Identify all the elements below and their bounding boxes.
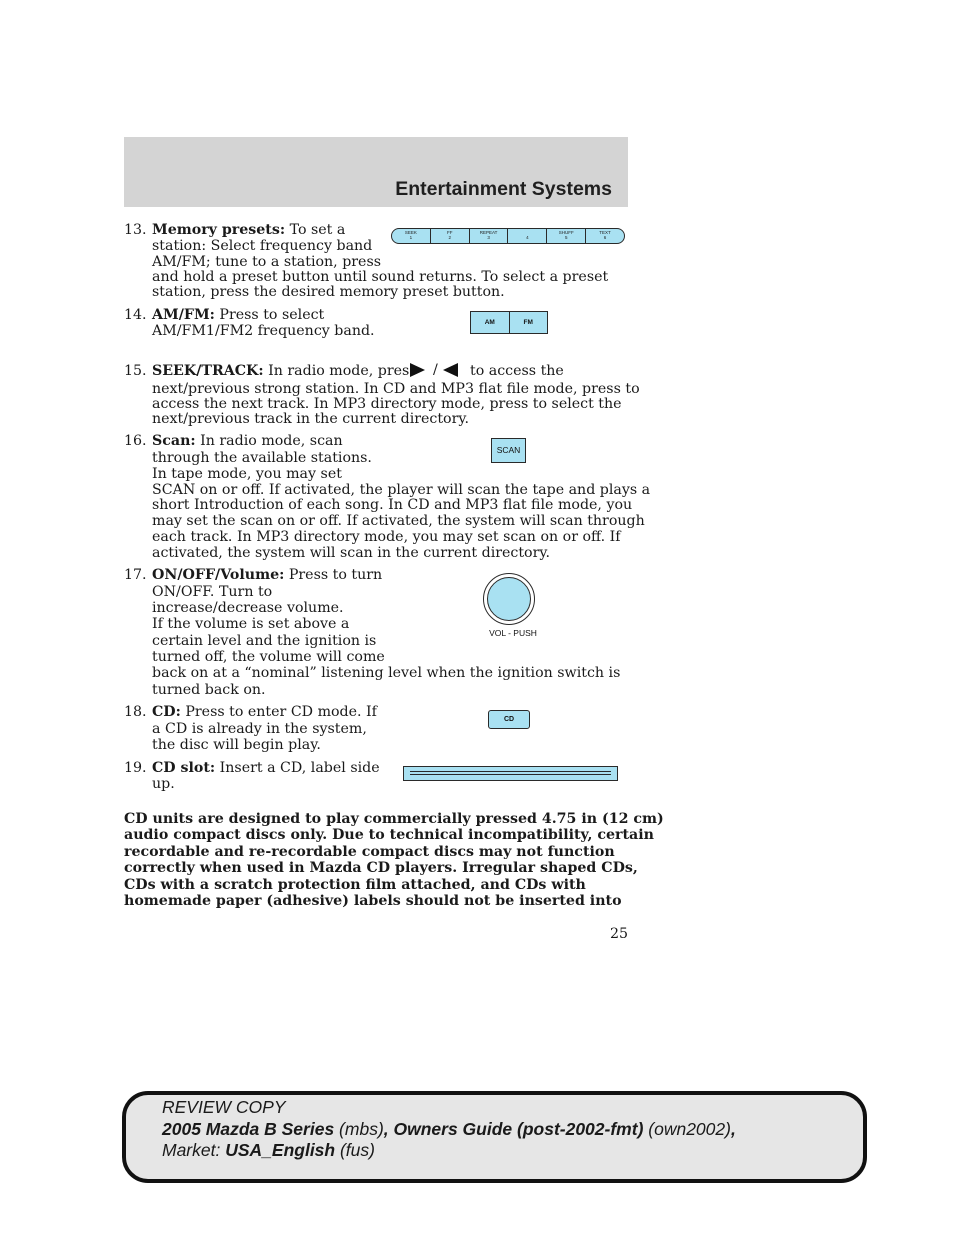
item-number: 17. <box>124 567 147 583</box>
item-label: SEEK/TRACK: <box>152 363 264 379</box>
footer-review: REVIEW COPY <box>162 1097 286 1117</box>
footer-separator: , <box>730 1119 736 1139</box>
section-title: Entertainment Systems <box>395 178 612 200</box>
volume-knob-label: VOL - PUSH <box>489 628 537 638</box>
preset-buttons-illustration <box>391 228 625 244</box>
item-text: may set the scan on or off. If activated, the system will scan through <box>152 513 645 529</box>
item-cd <box>124 704 629 756</box>
footer-guide: Owners Guide (post-2002-fmt) <box>393 1119 644 1139</box>
warning-line: homemade paper (adhesive) labels should not be inserted into <box>124 893 622 910</box>
footer-guide-code: (own2002) <box>643 1119 731 1139</box>
footer-model: 2005 Mazda B Series <box>162 1119 335 1139</box>
item-text: activated, the system will scan in the current directory. <box>152 545 551 561</box>
footer-model-code: (mbs) <box>334 1119 384 1139</box>
item-number: 16. <box>124 433 147 449</box>
item-text: In radio mode, scan <box>195 433 343 449</box>
preset-button: 4 <box>508 229 547 243</box>
item-label: ON/OFF/Volume: <box>152 567 285 583</box>
warning-line: CDs with a scratch protection film attached, and CDs with <box>124 876 586 893</box>
item-text: Press to select <box>214 307 325 323</box>
item-text: station: Select frequency band <box>152 238 373 254</box>
item-label: Memory presets: <box>152 222 286 238</box>
item-text: a CD is already in the system, <box>152 721 367 737</box>
am-button: AM <box>471 312 510 333</box>
warning-line: audio compact discs only. Due to technical incompatibility, certain <box>124 827 654 844</box>
item-number: 14. <box>124 307 147 323</box>
footer-market-label: Market: <box>162 1140 226 1160</box>
item-text: AM/FM; tune to a station, press <box>152 254 382 270</box>
item-text: Press to turn <box>284 567 383 583</box>
item-text: ON/OFF. Turn to <box>152 584 273 600</box>
scan-button-illustration: SCAN <box>491 438 526 463</box>
seek-separator: / <box>433 362 438 378</box>
item-seek-track <box>124 363 640 429</box>
item-text: In tape mode, you may set <box>152 466 342 482</box>
seek-back-icon <box>443 363 458 377</box>
item-text: each track. In MP3 directory mode, you may set scan on or off. If <box>152 529 621 545</box>
item-label: Scan: <box>152 433 196 449</box>
preset-button: SEEK 1 <box>392 229 431 243</box>
item-text: If the volume is set above a <box>152 616 350 632</box>
item-number: 15. <box>124 363 147 379</box>
warning-line: recordable and re-recordable compact discs may not function <box>124 843 615 860</box>
item-label: AM/FM: <box>152 307 215 323</box>
fm-button: FM <box>523 319 533 326</box>
preset-button: FF 2 <box>431 229 470 243</box>
cd-warning-paragraph <box>124 811 664 910</box>
item-text: Press to enter CD mode. If <box>180 704 377 720</box>
cd-button-illustration: CD <box>488 710 530 729</box>
seek-forward-icon <box>410 363 425 377</box>
section-header <box>124 137 628 207</box>
item-text: access the next track. In MP3 directory mode, press to select the <box>152 396 622 412</box>
volume-knob-illustration <box>483 573 535 625</box>
footer-market-code: (fus) <box>335 1140 375 1160</box>
item-label: CD slot: <box>152 760 216 776</box>
item-text: To set a <box>285 222 346 238</box>
item-text: through the available stations. <box>152 450 372 466</box>
item-label: CD: <box>152 704 181 720</box>
item-text: certain level and the ignition is <box>152 633 377 649</box>
item-scan <box>124 433 651 563</box>
item-number: 18. <box>124 704 147 720</box>
review-copy-footer <box>122 1091 867 1183</box>
item-text: AM/FM1/FM2 frequency band. <box>152 323 375 339</box>
item-text: next/previous track in the current directory. <box>152 411 470 427</box>
page-number: 25 <box>609 926 628 942</box>
preset-button: TEXT 6 <box>599 230 611 240</box>
item-text: next/previous strong station. In CD and MP3 flat file mode, press to <box>152 381 640 397</box>
cd-slot-illustration <box>403 766 618 781</box>
preset-button: REPEAT 3 <box>470 229 509 243</box>
item-text: back on at a “nominal” listening level when the ignition switch is <box>152 665 621 681</box>
item-number: 19. <box>124 760 147 776</box>
item-text: SCAN on or off. If activated, the player will scan the tape and plays a <box>152 482 651 498</box>
item-text: short Introduction of each song. In CD and MP3 flat file mode, you <box>152 497 633 513</box>
item-text: turned back on. <box>152 682 266 698</box>
item-text: up. <box>152 776 175 792</box>
item-text: and hold a preset button until sound returns. To select a preset <box>152 269 609 285</box>
item-am-fm <box>124 307 629 343</box>
volume-knob-cap <box>487 577 531 621</box>
item-text: In radio mode, press <box>263 363 417 379</box>
warning-line: correctly when used in Mazda CD players. Irregular shaped CDs, <box>124 860 638 877</box>
item-text: station, press the desired memory preset button. <box>152 284 505 300</box>
item-text: Insert a CD, label side <box>215 760 380 776</box>
item-text: the disc will begin play. <box>152 737 321 753</box>
item-text: to access the <box>470 363 564 379</box>
item-text: turned off, the volume will come <box>152 649 385 665</box>
item-number: 13. <box>124 222 147 238</box>
footer-market: USA_English <box>225 1140 336 1160</box>
warning-line: CD units are designed to play commercially pressed 4.75 in (12 cm) <box>124 811 664 827</box>
preset-button: SHUFF 5 <box>547 229 586 243</box>
am-fm-illustration <box>470 311 548 334</box>
footer-separator: , <box>383 1119 394 1139</box>
item-text: increase/decrease volume. <box>152 600 344 616</box>
